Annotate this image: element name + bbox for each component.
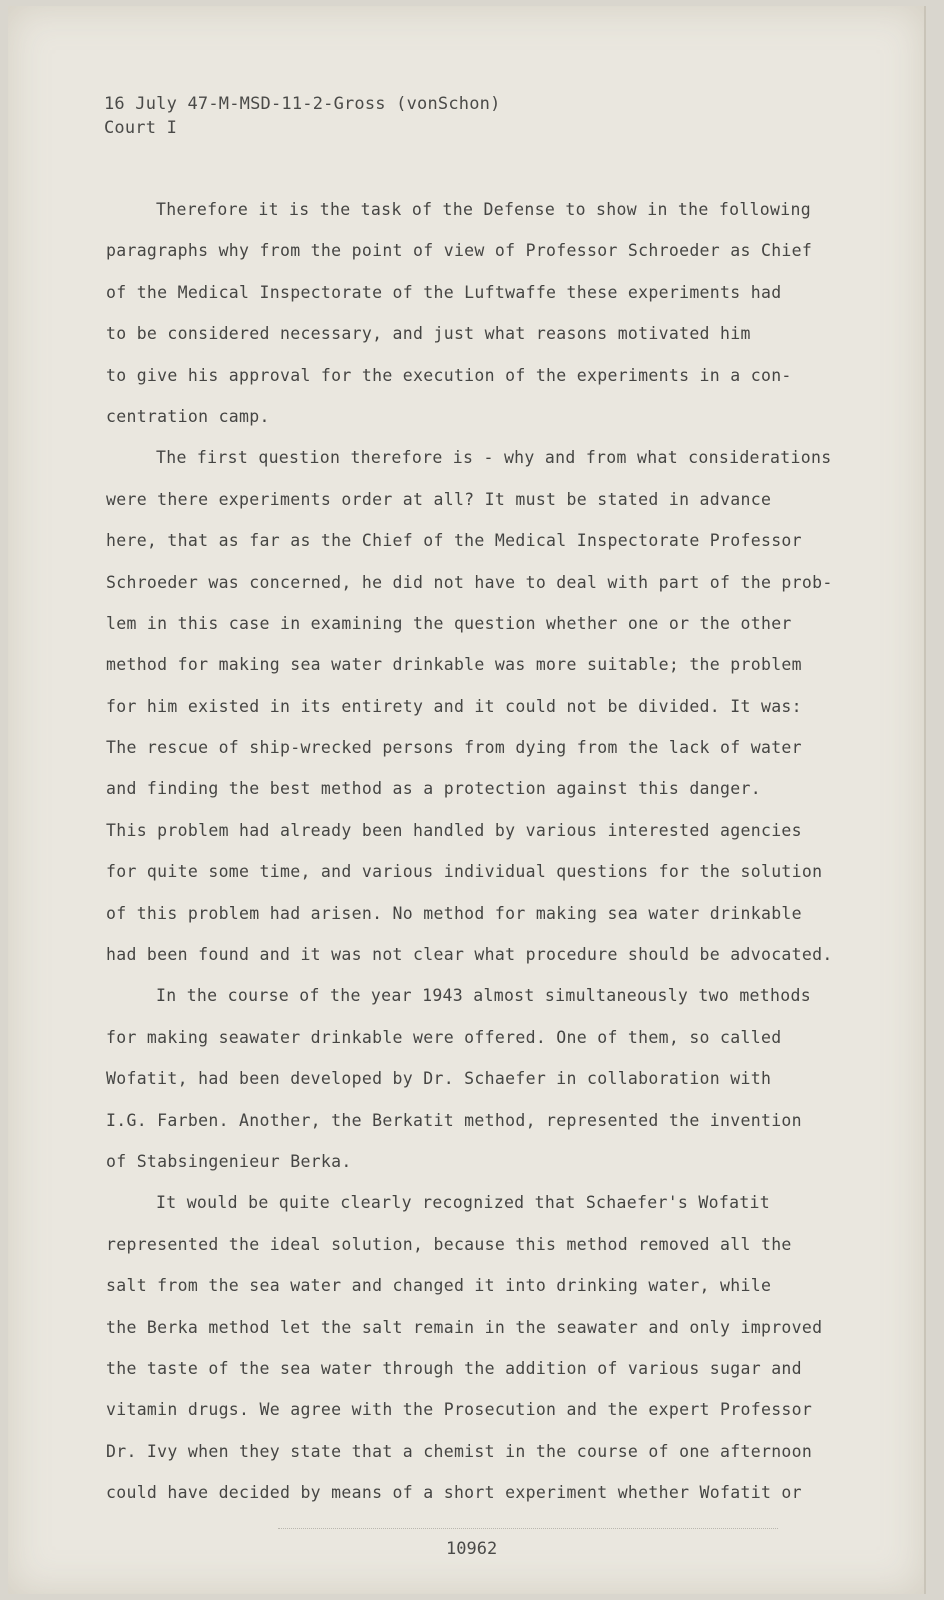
text-line: Wofatit, had been developed by Dr. Schaefer in collaboration with [106,1069,772,1089]
text-line: were there experiments order at all? It must be stated in advance [106,489,772,509]
text-line: It would be quite clearly recognized that Schaefer's Wofatit [156,1193,771,1213]
text-line: Schroeder was concerned, he did not have to deal with part of the prob- [106,572,833,592]
text-line: centration camp. [106,406,270,426]
text-line: paragraphs why from the point of view of Professor Schroeder as Chief [106,241,813,261]
text-line: The first question therefore is - why and from what considerations [156,448,832,468]
text-line: to give his approval for the execution of the experiments in a con- [106,365,792,385]
text-line: of this problem had arisen. No method for making sea water drinkable [106,903,802,923]
text-line: salt from the sea water and changed it into drinking water, while [106,1276,772,1296]
page-number: 10962 [446,1539,498,1559]
text-line: Dr. Ivy when they state that a chemist in the course of one afternoon [106,1441,813,1461]
text-line: for quite some time, and various individual questions for the solution [106,862,823,882]
text-line: I.G. Farben. Another, the Berkatit method, represented the invention [106,1110,802,1130]
text-line: for making seawater drinkable were offered. One of them, so called [106,1027,782,1047]
text-line: the taste of the sea water through the addition of various sugar and [106,1358,802,1378]
text-line: the Berka method let the salt remain in the seawater and only improved [106,1317,823,1337]
text-line: In the course of the year 1943 almost simultaneously two methods [156,986,811,1006]
document-body [106,189,846,1514]
text-line: represented the ideal solution, because this method removed all the [106,1234,792,1254]
text-line: method for making sea water drinkable was more suitable; the problem [106,655,802,675]
header-court-line: Court I [104,118,178,138]
text-line: had been found and it was not clear what procedure should be advocated. [106,945,833,965]
footer-smudge [278,1528,778,1533]
text-line: The rescue of ship-wrecked persons from dying from the lack of water [106,738,802,758]
text-line: for him existed in its entirety and it could not be divided. It was: [106,696,802,716]
document-header [104,92,501,140]
text-line: could have decided by means of a short experiment whether Wofatit or [106,1483,802,1503]
text-line: to be considered necessary, and just what reasons motivated him [106,324,751,344]
header-case-line: 16 July 47-M-MSD-11-2-Gross (vonSchon) [104,94,501,114]
text-line: Therefore it is the task of the Defense to show in the following [156,200,811,219]
text-line: here, that as far as the Chief of the Medical Inspectorate Professor [106,531,802,551]
text-line: This problem had already been handled by various interested agencies [106,820,802,840]
text-line: of the Medical Inspectorate of the Luftwaffe these experiments had [106,282,782,302]
text-line: vitamin drugs. We agree with the Prosecution and the expert Professor [106,1400,813,1420]
text-line: of Stabsingenieur Berka. [106,1151,352,1171]
text-line: and finding the best method as a protection against this danger. [106,779,761,799]
text-line: lem in this case in examining the question whether one or the other [106,613,792,633]
document-page [8,6,926,1594]
